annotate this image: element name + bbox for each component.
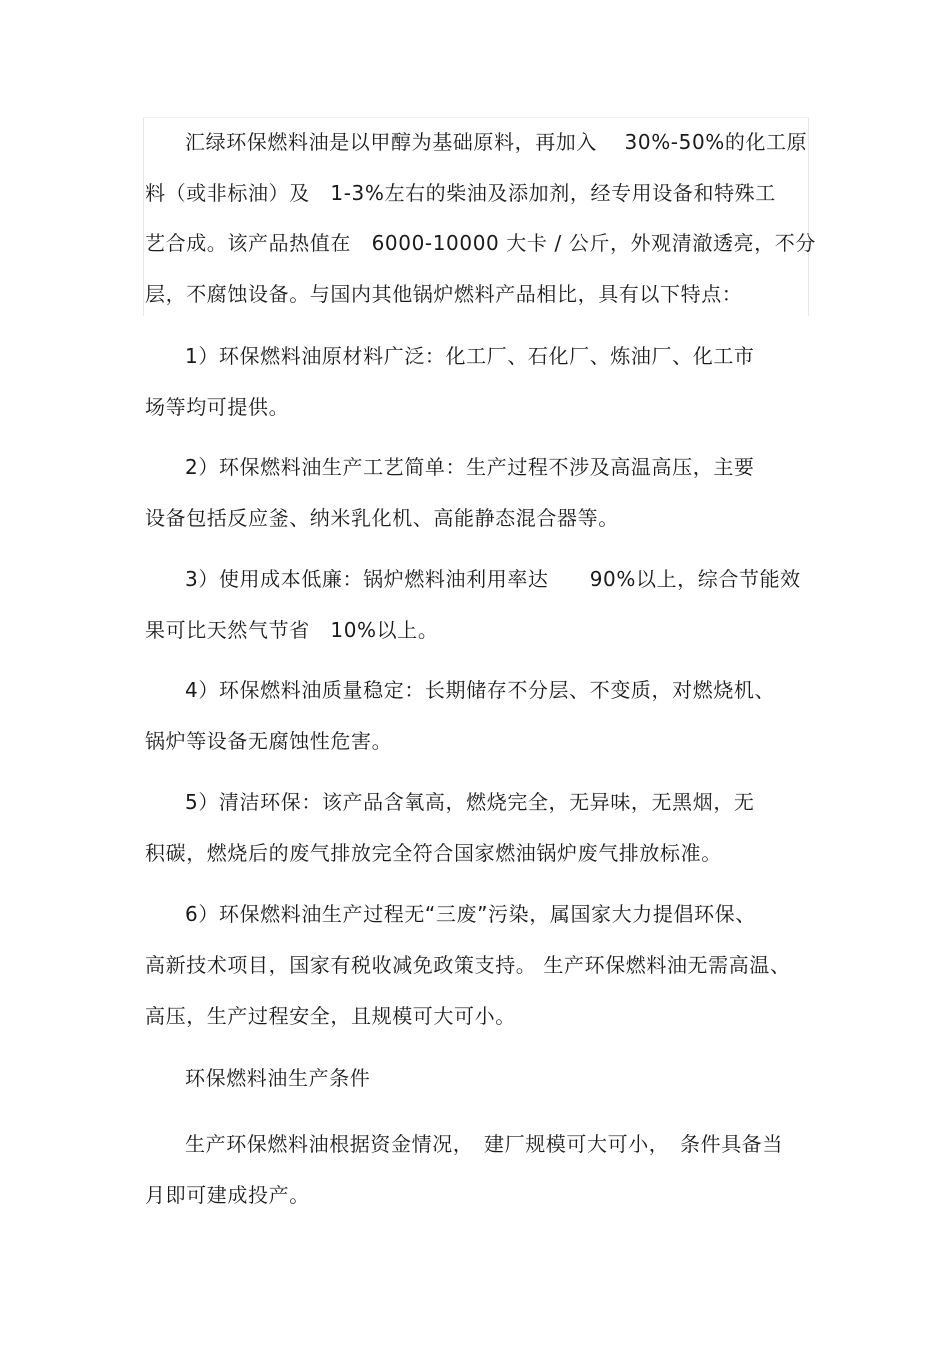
feature-4-line-2: 锅炉等设备无腐蚀性危害。 [145,729,393,753]
feature-4-line-1: 4）环保燃料油质量稳定：长期储存不分层、不变质，对燃烧机、 [185,678,776,702]
intro-line-4: 层，不腐蚀设备。与国内其他锅炉燃料产品相比，具有以下特点： [145,282,743,306]
intro-line-3: 艺合成。该产品热值在 6000-10000 大卡 / 公斤，外观清澈透亮，不分 [145,231,816,255]
intro-line-2: 料（或非标油）及 1-3%左右的柴油及添加剂，经专用设备和特殊工 [145,181,776,205]
feature-6-line-3: 高压，生产过程安全，且规模可大可小。 [145,1004,516,1028]
feature-1-line-2: 场等均可提供。 [145,395,290,419]
conditions-line-2: 月即可建成投产。 [145,1183,310,1207]
feature-5-line-2: 积碳，燃烧后的废气排放完全符合国家燃油锅炉废气排放标准。 [145,841,722,865]
feature-2-line-2: 设备包括反应釜、纳米乳化机、高能静态混合器等。 [145,506,619,530]
feature-1-line-1: 1）环保燃料油原材料广泛：化工厂、石化厂、炼油厂、化工市 [185,344,755,368]
feature-6-line-2: 高新技术项目，国家有税收减免政策支持。 生产环保燃料油无需高温、 [145,953,791,977]
conditions-heading: 环保燃料油生产条件 [185,1066,371,1090]
feature-6-line-1: 6）环保燃料油生产过程无“三废”污染，属国家大力提倡环保、 [185,902,756,926]
feature-3-line-1: 3）使用成本低廉：锅炉燃料油利用率达 90%以上，综合节能效 [185,567,801,591]
conditions-line-1: 生产环保燃料油根据资金情况， 建厂规模可大可小， 条件具备当 [185,1132,783,1156]
intro-line-1: 汇绿环保燃料油是以甲醇为基础原料，再加入 30%-50%的化工原 [185,130,808,154]
feature-5-line-1: 5）清洁环保：该产品含氧高，燃烧完全，无异味，无黑烟，无 [185,790,755,814]
feature-2-line-1: 2）环保燃料油生产工艺简单：生产过程不涉及高温高压，主要 [185,455,755,479]
feature-3-line-2: 果可比天然气节省 10%以上。 [145,618,439,642]
